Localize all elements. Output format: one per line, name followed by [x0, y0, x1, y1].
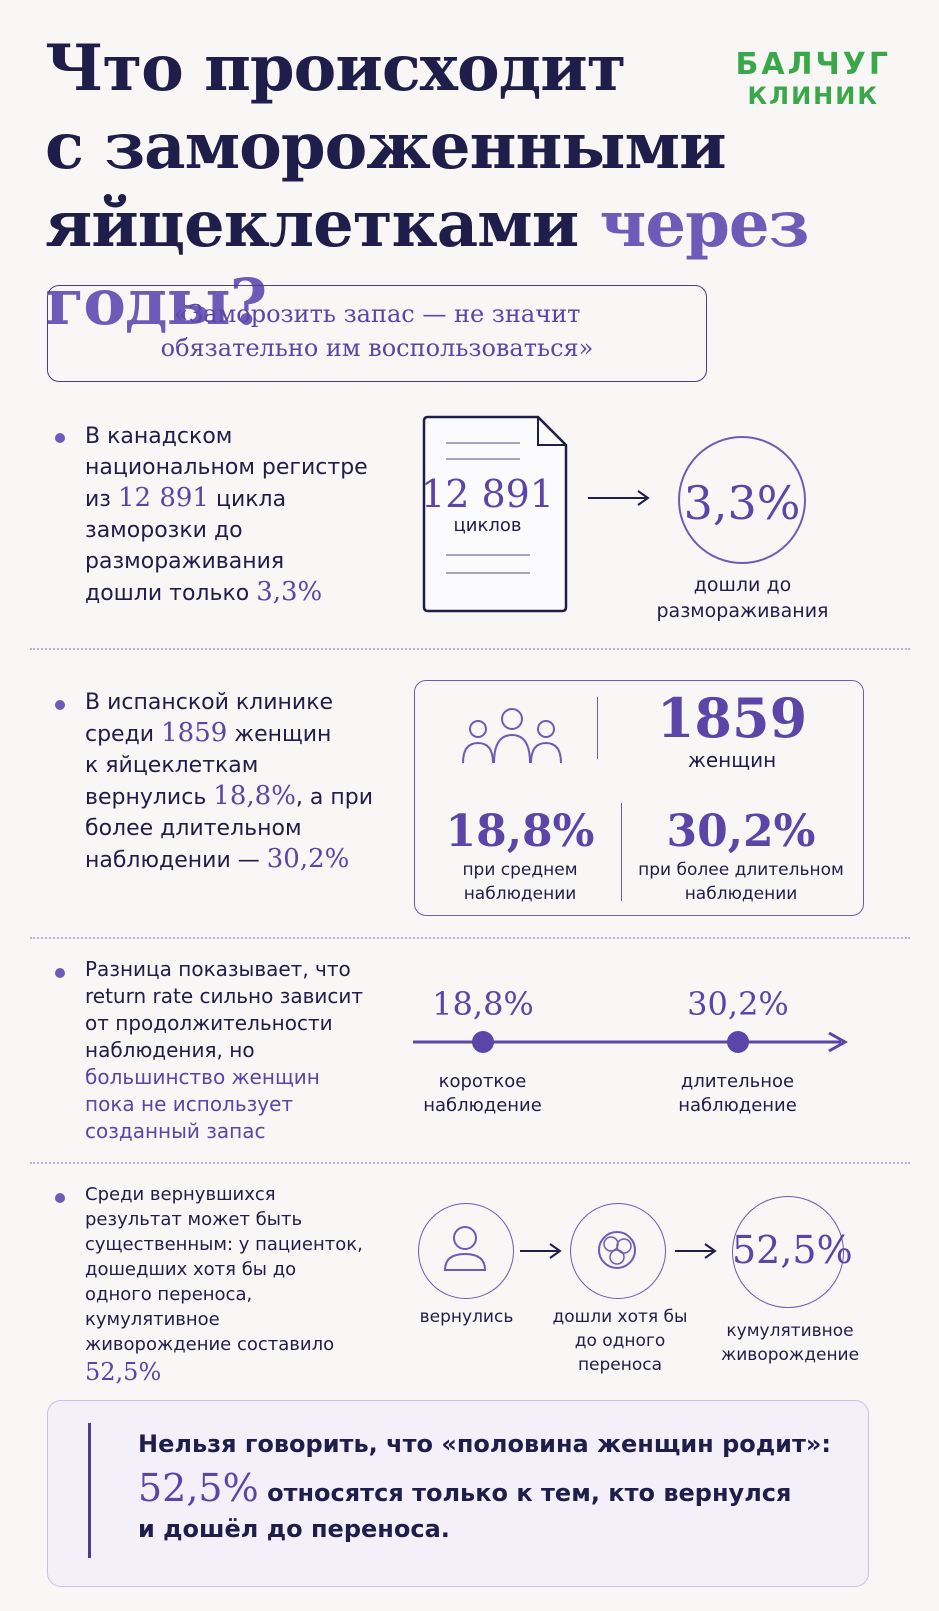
s4-line: результат может быть — [85, 1209, 303, 1230]
s1-line: национальном регистре — [85, 455, 368, 480]
step-circle-transfer — [570, 1203, 666, 1299]
s2-text: , а при — [295, 785, 374, 810]
box-divider — [597, 697, 598, 759]
s1-line: заморозки до — [85, 518, 243, 543]
s3-line: return rate сильно зависит — [85, 984, 364, 1008]
s2-line — [85, 718, 405, 750]
section-divider — [30, 1162, 910, 1164]
women-count-label: женщин — [687, 748, 777, 772]
s4-line: существенным: у пациенток, — [85, 1234, 363, 1255]
step-label-result — [710, 1319, 870, 1367]
women-count: 1859 — [656, 686, 808, 750]
s1-text: дошли только — [85, 581, 257, 606]
timeline-long-label — [655, 1070, 820, 1118]
conclusion-text: относятся только к тем, кто вернулся — [258, 1479, 792, 1507]
section-1-text — [85, 421, 415, 609]
s1-text: из — [85, 487, 118, 512]
arrow-right-icon — [675, 1241, 719, 1261]
conclusion-line-3: и дошёл до переноса. — [138, 1515, 450, 1543]
s2-text: среди — [85, 722, 162, 747]
doc-label: циклов — [453, 515, 522, 536]
s4-line: кумулятивное — [85, 1309, 220, 1330]
section-divider — [30, 648, 910, 650]
s1-line: размораживания — [85, 549, 285, 574]
s2-line — [85, 844, 405, 876]
s4-line: одного переноса, — [85, 1284, 253, 1305]
circle-percent-value: 3,3% — [683, 476, 801, 530]
timeline-label-line: длительное — [680, 1071, 795, 1092]
section-4-text — [85, 1182, 405, 1387]
section-3-text — [85, 956, 405, 1145]
step-circle-returned — [418, 1203, 514, 1299]
s2-line: более длительном — [85, 816, 302, 841]
person-icon — [419, 1204, 512, 1297]
s1-line: В канадском — [85, 424, 233, 449]
s2-line — [85, 781, 405, 813]
stat-long-label — [626, 858, 856, 906]
s3-highlight-line: большинство женщин — [85, 1065, 320, 1089]
conclusion-line-1: Нельзя говорить, что «половина женщин родит»: — [138, 1430, 831, 1458]
step-label-line: кумулятивное — [726, 1321, 854, 1341]
s1-line — [85, 483, 415, 515]
conclusion-accent-bar — [88, 1423, 91, 1558]
s4-line: живорождение составило — [85, 1334, 335, 1355]
stat-label-line: при среднем — [462, 860, 578, 880]
s2-line: к яйцеклеткам — [85, 753, 259, 778]
arrow-right-icon — [520, 1241, 564, 1261]
s2-line: В испанской клинике — [85, 690, 334, 715]
circle-label-line: дошли до — [693, 574, 792, 596]
logo-line-1: БАЛЧУГ — [735, 47, 891, 82]
embryo-cells-icon — [571, 1204, 664, 1297]
bullet-dot — [55, 1193, 65, 1203]
s2-highlight-percent: 30,2% — [266, 844, 350, 874]
s4-line: дошедших хотя бы до — [85, 1259, 297, 1280]
circle-label-line: размораживания — [656, 600, 829, 622]
section-2-text — [85, 687, 405, 876]
s2-highlight-percent: 18,8% — [213, 781, 296, 811]
bullet-dot — [55, 433, 65, 443]
s2-highlight-number: 1859 — [161, 718, 228, 748]
section-divider — [30, 937, 910, 939]
stat-medium-value: 18,8% — [445, 806, 595, 857]
title-line-1: Что происходит — [45, 31, 626, 106]
timeline-long-value: 30,2% — [687, 985, 789, 1023]
timeline-label-line: короткое — [438, 1071, 527, 1092]
quote-line-1: «Заморозить запас — не значит — [173, 300, 581, 328]
step-label-returned: вернулись — [419, 1307, 514, 1327]
s1-highlight-number: 12 891 — [118, 483, 209, 513]
bullet-dot — [55, 968, 65, 978]
brand-logo — [736, 48, 892, 110]
s1-highlight-percent: 3,3% — [256, 577, 323, 607]
step-label-line: переноса — [577, 1355, 663, 1375]
s3-line: от продолжительности — [85, 1011, 333, 1035]
stat-label-line: наблюдении — [684, 884, 798, 904]
s3-highlight-line: пока не использует — [85, 1092, 294, 1116]
conclusion-percent: 52,5% — [138, 1466, 259, 1510]
people-group-icon — [460, 705, 565, 765]
timeline-arrow — [413, 1028, 853, 1056]
doc-number: 12 891 — [421, 472, 554, 516]
title-line-2: с замороженными — [45, 109, 726, 184]
box-divider — [621, 803, 622, 901]
quote-box — [47, 285, 707, 382]
s2-text: женщин — [227, 722, 332, 747]
title-line-3b: через годы? — [45, 187, 809, 340]
stat-label-line: наблюдении — [463, 884, 577, 904]
s2-text: наблюдении — — [85, 848, 267, 873]
logo-line-2: КЛИНИК — [747, 82, 879, 110]
timeline-label-line: наблюдение — [423, 1095, 542, 1116]
circle-label — [640, 572, 845, 624]
s4-highlight-percent: 52,5% — [85, 1358, 162, 1386]
s3-line: наблюдения, но — [85, 1038, 255, 1062]
s1-line — [85, 577, 415, 609]
quote-line-2: обязательно им воспользоваться» — [160, 334, 594, 362]
step-label-transfer — [540, 1305, 700, 1377]
title-line-3a: яйцеклетками — [45, 187, 579, 262]
s2-text: вернулись — [85, 785, 214, 810]
conclusion-line-2 — [138, 1466, 791, 1515]
stat-long-value: 30,2% — [666, 806, 816, 857]
s3-line: Разница показывает, что — [85, 957, 351, 981]
s1-text: цикла — [208, 487, 287, 512]
step-label-line: до одного — [574, 1331, 666, 1351]
live-birth-percent: 52,5% — [732, 1228, 853, 1272]
stat-medium-label — [420, 858, 620, 906]
stat-label-line: при более длительном — [638, 860, 844, 880]
arrow-right-icon — [588, 488, 652, 508]
timeline-short-value: 18,8% — [432, 985, 534, 1023]
s4-line: Среди вернувшихся — [85, 1184, 276, 1205]
s3-highlight-line: созданный запас — [85, 1119, 266, 1143]
timeline-short-label — [400, 1070, 565, 1118]
bullet-dot — [55, 700, 65, 710]
step-label-line: дошли хотя бы — [552, 1307, 688, 1327]
step-label-line: живорождение — [720, 1345, 860, 1365]
timeline-label-line: наблюдение — [678, 1095, 797, 1116]
